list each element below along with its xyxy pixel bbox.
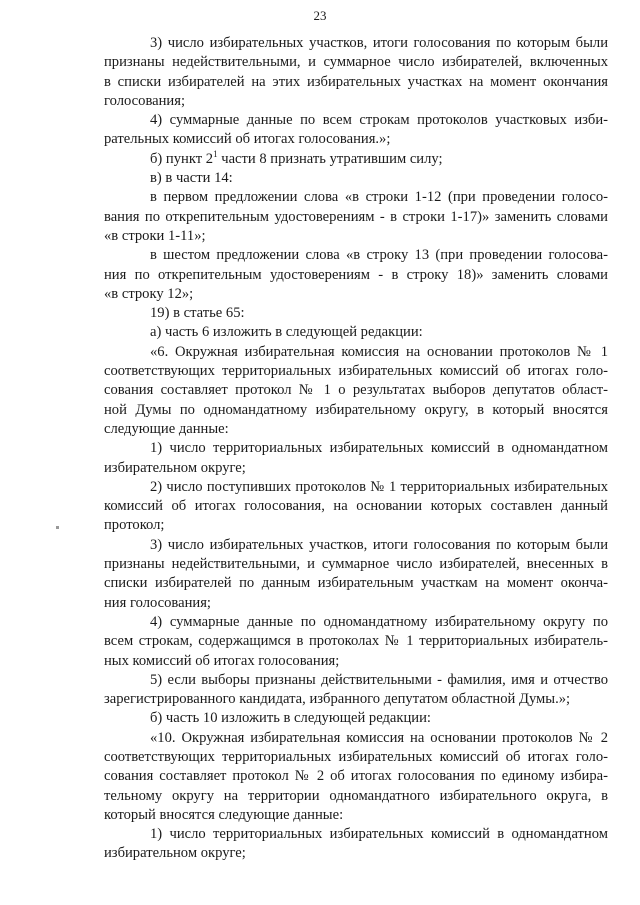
text-line: в шестом предложении слова «в строку 13 (при проведении голосова- <box>150 247 608 264</box>
text-line <box>104 150 608 169</box>
text-line: 1) число территориальных избирательных комиссий в одномандатном <box>150 440 608 457</box>
text-line: 19) в статье 65: <box>150 305 245 322</box>
text-line: б) часть 10 изложить в следующей редакции: <box>150 710 431 727</box>
text-line: в списки избирателей на этих избирательных участках на момент окончания <box>104 73 608 90</box>
text-line: 4) суммарные данные по всем строкам протоколов участковых изби- <box>150 112 608 129</box>
text-line: всем строкам, содержащимся в протоколах № 1 территориальных избиратель- <box>104 633 608 650</box>
text-line: ных комиссий об итогах голосования; <box>104 652 340 669</box>
text-line: «в строки 1-11»; <box>104 227 206 244</box>
margin-mark <box>56 526 59 529</box>
text-line: тельному округу на территории одномандатного избирательного округа, в <box>104 787 608 804</box>
text-line: ной Думы по одномандатному избирательному округу, в который вносятся <box>104 401 608 418</box>
text-line: вания по открепительным удостоверениям - в строки 1-17)» заменить словами <box>104 208 608 225</box>
text-line: 5) если выборы признаны действительными - фамилия, имя и отчество <box>150 671 608 688</box>
text-line: соответствующих территориальных избирательных комиссий об итогах голо- <box>104 748 608 765</box>
text-line: сования составляет протокол № 2 об итогах голосования по единому избира- <box>104 768 608 785</box>
text-line: 1) число территориальных избирательных комиссий в одномандатном <box>150 826 608 843</box>
text-line: 4) суммарные данные по одномандатному избирательному округу по <box>150 613 608 630</box>
text-line: голосования; <box>104 92 186 109</box>
text-line: признаны недействительными, и суммарное число избирателей, включенных <box>104 54 608 71</box>
text-line: «10. Окружная избирательная комиссия на основании протоколов № 2 <box>150 729 608 746</box>
text-line: признаны недействительными, и суммарное число избирателей, внесенных в <box>104 556 608 573</box>
text-line: ния по открепительным удостоверениям - в строку 18)» заменить словами <box>104 266 608 283</box>
document-body <box>104 34 608 864</box>
text-line: 3) число избирательных участков, итоги голосования по которым были <box>150 536 608 553</box>
text-line: в) в части 14: <box>150 170 233 187</box>
superscript: 1 <box>213 148 218 159</box>
text-line: соответствующих территориальных избирательных комиссий об итогах голо- <box>104 363 608 380</box>
text-line: комиссий об итогах голосования, на основании которых составлен данный <box>104 498 608 515</box>
text-line: в первом предложении слова «в строки 1-12 (при проведении голосо- <box>150 189 608 206</box>
text-line: ния голосования; <box>104 594 211 611</box>
text-line: а) часть 6 изложить в следующей редакции: <box>150 324 423 341</box>
text-line: зарегистрированного кандидата, избранного депутатом областной Думы.»; <box>104 691 571 708</box>
text-fragment: части 8 признать утратившим силу; <box>217 150 443 167</box>
text-line: следующие данные: <box>104 420 229 437</box>
text-line: избирательном округе; <box>104 459 246 476</box>
page-number: 23 <box>313 8 327 23</box>
text-line: рательных комиссий об итогах голосования.»; <box>104 131 391 148</box>
text-line: «в строку 12»; <box>104 285 194 302</box>
text-line: избирательном округе; <box>104 845 246 862</box>
text-line: 3) число избирательных участков, итоги голосования по которым были <box>150 35 608 51</box>
text-line: который вносятся следующие данные: <box>104 806 344 823</box>
text-line: «6. Окружная избирательная комиссия на основании протоколов № 1 <box>150 343 608 360</box>
text-line: протокол; <box>104 517 165 534</box>
text-line: 2) число поступивших протоколов № 1 территориальных избирательных <box>150 478 608 495</box>
text-line: сования составляет протокол № 1 о результатах выборов депутатов област- <box>104 382 608 399</box>
text-line: списки избирателей по данным избирательным участкам на момент оконча- <box>104 575 608 592</box>
text-fragment: б) пункт 2 <box>150 150 214 167</box>
